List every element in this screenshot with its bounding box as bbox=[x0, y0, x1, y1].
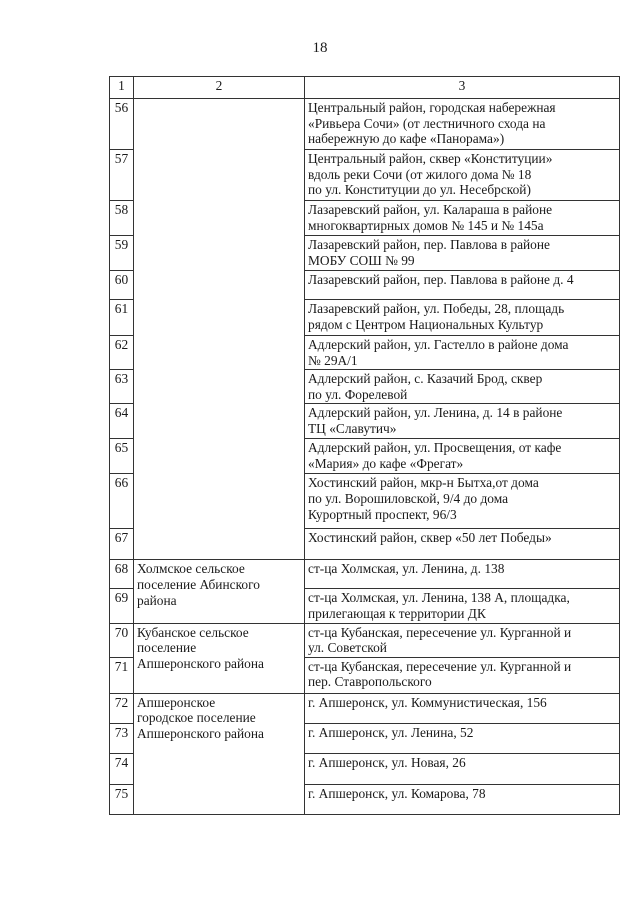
address-text: Адлерский район, с. Казачий Брод, сквер по ул. Форелевой bbox=[308, 371, 543, 402]
address-cell bbox=[305, 336, 620, 370]
page-number: 18 bbox=[312, 40, 328, 56]
row-number: 61 bbox=[110, 300, 134, 336]
address-text: Хостинский район, мкр-н Бытха,от дома по ул. Ворошиловской, 9/4 до дома Курортный проспект, 96/3 bbox=[308, 475, 539, 522]
address-text: Лазаревский район, ул. Калараша в районе многоквартирных домов № 145 и № 145а bbox=[308, 202, 553, 233]
address-cell bbox=[305, 271, 620, 300]
row-number: 71 bbox=[110, 657, 134, 693]
address-text: Лазаревский район, ул. Победы, 28, площадь рядом с Центром Национальных Культур bbox=[308, 301, 565, 332]
table-header-row bbox=[110, 77, 620, 99]
row-number: 73 bbox=[110, 723, 134, 753]
address-cell bbox=[305, 560, 620, 589]
row-number: 63 bbox=[110, 370, 134, 404]
settlement-name: Кубанское сельское поселение Апшеронского района bbox=[137, 624, 264, 671]
address-text: Лазаревский район, пер. Павлова в районе МОБУ СОШ № 99 bbox=[308, 237, 550, 268]
address-cell bbox=[305, 404, 620, 439]
row-number: 58 bbox=[110, 201, 134, 236]
settlement-name: Холмское сельское поселение Абинского района bbox=[137, 561, 260, 608]
settlement-cell-sochi bbox=[134, 99, 305, 560]
address-cell bbox=[305, 623, 620, 657]
row-number: 60 bbox=[110, 271, 134, 300]
address-cell bbox=[305, 150, 620, 201]
row-number: 66 bbox=[110, 474, 134, 529]
address-cell bbox=[305, 300, 620, 336]
address-cell bbox=[305, 201, 620, 236]
table-row bbox=[110, 560, 620, 589]
row-number: 69 bbox=[110, 589, 134, 623]
settlement-cell-apsheronskoe bbox=[134, 693, 305, 814]
settlement-name: Апшеронское городское поселение Апшеронского района bbox=[137, 694, 264, 741]
row-number: 64 bbox=[110, 404, 134, 439]
row-number: 65 bbox=[110, 439, 134, 474]
row-number: 56 bbox=[110, 99, 134, 150]
address-cell bbox=[305, 784, 620, 814]
address-text: ст-ца Кубанская, пересечение ул. Курганной и ул. Советской bbox=[308, 624, 572, 656]
row-number: 68 bbox=[110, 560, 134, 589]
address-text: ст-ца Кубанская, пересечение ул. Курганной и пер. Ставропольского bbox=[308, 658, 572, 690]
address-cell bbox=[305, 370, 620, 404]
locations-table bbox=[109, 76, 620, 815]
address-cell bbox=[305, 236, 620, 271]
address-cell bbox=[305, 439, 620, 474]
address-text: г. Апшеронск, ул. Комарова, 78 bbox=[308, 785, 486, 801]
row-number: 72 bbox=[110, 693, 134, 723]
address-text: ст-ца Холмская, ул. Ленина, д. 138 bbox=[308, 561, 505, 577]
row-number: 59 bbox=[110, 236, 134, 271]
table-row bbox=[110, 693, 620, 723]
address-text: Адлерский район, ул. Ленина, д. 14 в районе ТЦ «Славутич» bbox=[308, 405, 563, 436]
settlement-cell-kubanskoe bbox=[134, 623, 305, 693]
address-text: Центральный район, городская набережная «Ривьера Сочи» (от лестничного схода на набережную до кафе «Панорама») bbox=[308, 100, 556, 147]
address-text: г. Апшеронск, ул. Ленина, 52 bbox=[308, 724, 474, 740]
row-number: 62 bbox=[110, 336, 134, 370]
address-text: Хостинский район, сквер «50 лет Победы» bbox=[308, 530, 552, 546]
address-cell bbox=[305, 657, 620, 693]
row-number: 67 bbox=[110, 529, 134, 560]
column-header-settlement: 2 bbox=[134, 77, 305, 99]
address-cell bbox=[305, 723, 620, 753]
table-row bbox=[110, 99, 620, 150]
address-cell bbox=[305, 589, 620, 623]
address-cell bbox=[305, 753, 620, 784]
address-text: Центральный район, сквер «Конституции» вдоль реки Сочи (от жилого дома № 18 по ул. Конституции до ул. Несебрской) bbox=[308, 151, 553, 198]
address-text: Лазаревский район, пер. Павлова в районе д. 4 bbox=[308, 272, 574, 287]
row-number: 70 bbox=[110, 623, 134, 657]
address-text: г. Апшеронск, ул. Коммунистическая, 156 bbox=[308, 694, 547, 710]
table-row bbox=[110, 623, 620, 657]
address-text: г. Апшеронск, ул. Новая, 26 bbox=[308, 754, 466, 770]
address-cell bbox=[305, 693, 620, 723]
address-text: ст-ца Холмская, ул. Ленина, 138 А, площадка, прилегающая к территории ДК bbox=[308, 590, 570, 621]
row-number: 75 bbox=[110, 784, 134, 814]
column-header-number: 1 bbox=[110, 77, 134, 99]
row-number: 57 bbox=[110, 150, 134, 201]
address-cell bbox=[305, 99, 620, 150]
address-text: Адлерский район, ул. Просвещения, от кафе «Мария» до кафе «Фрегат» bbox=[308, 440, 562, 471]
address-cell bbox=[305, 529, 620, 560]
address-cell bbox=[305, 474, 620, 529]
address-text: Адлерский район, ул. Гастелло в районе дома № 29А/1 bbox=[308, 337, 569, 368]
row-number: 74 bbox=[110, 753, 134, 784]
column-header-address: 3 bbox=[305, 77, 620, 99]
settlement-cell-kholmskoe bbox=[134, 560, 305, 623]
